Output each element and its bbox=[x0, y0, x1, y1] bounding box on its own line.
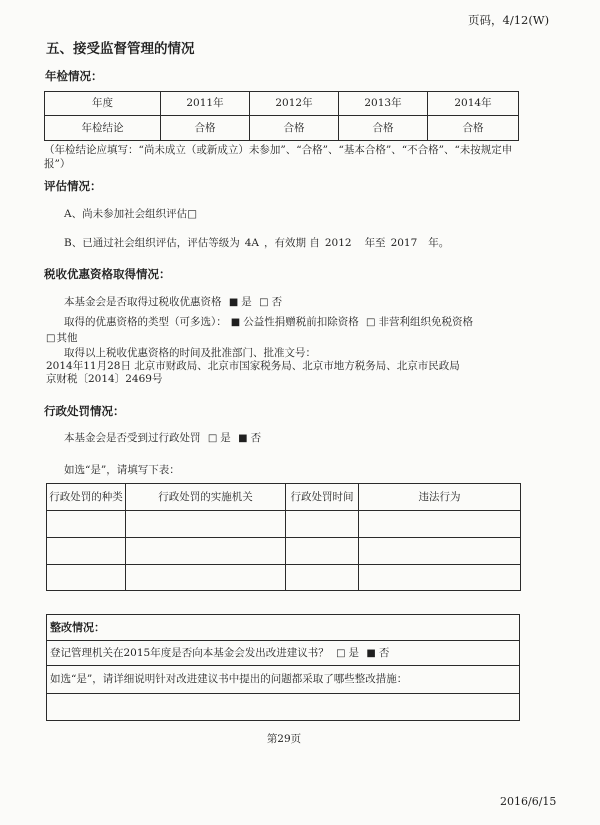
checkbox-yes bbox=[225, 296, 252, 308]
conclusion-row bbox=[45, 116, 519, 141]
checkbox-other bbox=[46, 331, 77, 346]
approval-document-number: 京财税〔2014〕2469号 bbox=[46, 373, 163, 385]
print-date: 2016/6/15 bbox=[500, 795, 557, 808]
rectification-heading-row bbox=[47, 615, 520, 641]
checked-box-icon: ■ bbox=[228, 297, 239, 308]
table-cell bbox=[126, 565, 286, 591]
checked-box-icon: ■ bbox=[230, 317, 241, 328]
table-cell bbox=[126, 511, 286, 538]
table-cell bbox=[286, 565, 359, 591]
rectification-heading: 整改情况： bbox=[47, 615, 520, 641]
checkbox-no bbox=[234, 432, 261, 444]
empty-box-icon: □ bbox=[366, 317, 376, 328]
empty-box-icon: □ bbox=[207, 433, 218, 444]
validity-end-year: 2017 bbox=[390, 237, 418, 249]
approval-label: 取得以上税收优惠资格的时间及批准部门、批准文号： bbox=[64, 347, 316, 359]
checkbox-no bbox=[362, 647, 389, 659]
column-header: 行政处罚的实施机关 bbox=[126, 484, 286, 511]
table-cell bbox=[286, 511, 359, 538]
rectification-question-row bbox=[47, 641, 520, 666]
annual-inspection-heading: 年检情况： bbox=[45, 69, 103, 83]
page-code: 页码，4/12(W) bbox=[468, 13, 550, 27]
tax-types-line bbox=[64, 315, 473, 330]
validity-start-year: 2012 bbox=[324, 237, 352, 249]
evaluation-option-a: A、尚未参加社会组织评估□ bbox=[64, 208, 198, 220]
column-header: 行政处罚的种类 bbox=[47, 484, 126, 511]
table-cell bbox=[359, 511, 521, 538]
conclusion-label-cell: 年检结论 bbox=[45, 116, 161, 141]
year-cell: 2013年 bbox=[339, 92, 428, 116]
penalty-table bbox=[46, 483, 521, 591]
checkbox-label: 公益性捐赠税前扣除资格 bbox=[243, 316, 359, 328]
evaluation-grade: 4A bbox=[244, 237, 259, 249]
checked-box-icon: ■ bbox=[238, 433, 248, 444]
conclusion-cell: 合格 bbox=[161, 116, 250, 141]
option-b-text: 年至 bbox=[364, 237, 386, 249]
column-header: 违法行为 bbox=[359, 484, 521, 511]
table-cell bbox=[47, 565, 126, 591]
tax-preference-heading: 税收优惠资格取得情况： bbox=[44, 267, 171, 281]
evaluation-heading: 评估情况： bbox=[44, 179, 102, 193]
table-cell bbox=[47, 511, 126, 538]
rectification-question-cell bbox=[47, 641, 520, 666]
empty-box-icon: □ bbox=[46, 333, 56, 344]
rectification-question: 登记管理机关在2015年度是否向本基金会发出改进建议书？ bbox=[50, 646, 329, 659]
year-cell: 2014年 bbox=[428, 92, 519, 116]
penalty-question-line bbox=[64, 431, 261, 446]
checkbox-label: 否 bbox=[271, 296, 283, 308]
conclusion-cell: 合格 bbox=[250, 116, 339, 141]
checkbox-yes bbox=[332, 647, 359, 659]
tax-types-question: 取得的优惠资格的类型（可多选）： bbox=[64, 316, 227, 328]
checkbox-yes bbox=[204, 432, 231, 444]
penalty-question: 本基金会是否受到过行政处罚 bbox=[64, 432, 201, 444]
tax-obtained-line bbox=[64, 295, 282, 310]
option-b-text: ，有效期 自 bbox=[263, 237, 320, 249]
checkbox-label: 是 bbox=[348, 646, 360, 659]
year-row bbox=[45, 92, 519, 116]
table-row bbox=[47, 538, 521, 565]
table-cell bbox=[359, 565, 521, 591]
table-row bbox=[47, 565, 521, 591]
rectification-measures bbox=[47, 694, 520, 721]
checkbox-label: 是 bbox=[241, 296, 252, 308]
option-b-text: B、已通过社会组织评估，评估等级为 bbox=[64, 237, 240, 249]
table-cell bbox=[359, 538, 521, 565]
tax-obtained-question: 本基金会是否取得过税收优惠资格 bbox=[64, 296, 222, 308]
checkbox-deduction bbox=[227, 316, 359, 328]
page-number: 第29页 bbox=[266, 733, 302, 745]
checkbox-label: 否 bbox=[378, 646, 390, 659]
year-cell: 2012年 bbox=[250, 92, 339, 116]
section-title: 五、接受监督管理的情况 bbox=[46, 41, 195, 57]
checkbox-label: 非营利组织免税资格 bbox=[378, 316, 473, 328]
rectification-instruction: 如选“是”，请详细说明针对改进建议书中提出的问题都采取了哪些整改措施： bbox=[47, 666, 520, 694]
table-header-row bbox=[47, 484, 521, 511]
checkbox-tax-exempt bbox=[362, 316, 473, 328]
option-b-text: 年。 bbox=[428, 237, 450, 249]
administrative-penalty-heading: 行政处罚情况： bbox=[44, 404, 125, 418]
approval-date-departments: 2014年11月28日 北京市财政局、北京市国家税务局、北京市地方税务局、北京市民政局 bbox=[46, 360, 460, 372]
empty-box-icon: □ bbox=[336, 647, 346, 659]
table-row bbox=[47, 511, 521, 538]
table-cell bbox=[126, 538, 286, 565]
checkbox-label: 其他 bbox=[56, 332, 78, 344]
checked-box-icon: ■ bbox=[366, 647, 376, 659]
rectification-instruction-row bbox=[47, 666, 520, 694]
empty-box-icon: □ bbox=[259, 297, 269, 308]
column-header: 行政处罚时间 bbox=[286, 484, 359, 511]
checkbox-no bbox=[255, 296, 282, 308]
year-cell: 2011年 bbox=[161, 92, 250, 116]
table-cell bbox=[47, 538, 126, 565]
checkbox-label: 否 bbox=[250, 432, 262, 444]
conclusion-cell: 合格 bbox=[428, 116, 519, 141]
conclusion-cell: 合格 bbox=[339, 116, 428, 141]
table-cell bbox=[286, 538, 359, 565]
annual-inspection-table bbox=[44, 91, 519, 141]
annual-inspection-note: （年检结论应填写：“尚未成立（或新成立）未参加”、“合格”、“基本合格”、“不合格”、“未按规定申报”） bbox=[44, 144, 513, 170]
checkbox-label: 是 bbox=[220, 432, 231, 444]
year-label-cell: 年度 bbox=[45, 92, 161, 116]
penalty-instruction: 如选“是”，请填写下表： bbox=[64, 464, 180, 476]
evaluation-option-b bbox=[64, 236, 449, 250]
rectification-measures-row bbox=[47, 694, 520, 721]
rectification-table bbox=[46, 614, 520, 721]
